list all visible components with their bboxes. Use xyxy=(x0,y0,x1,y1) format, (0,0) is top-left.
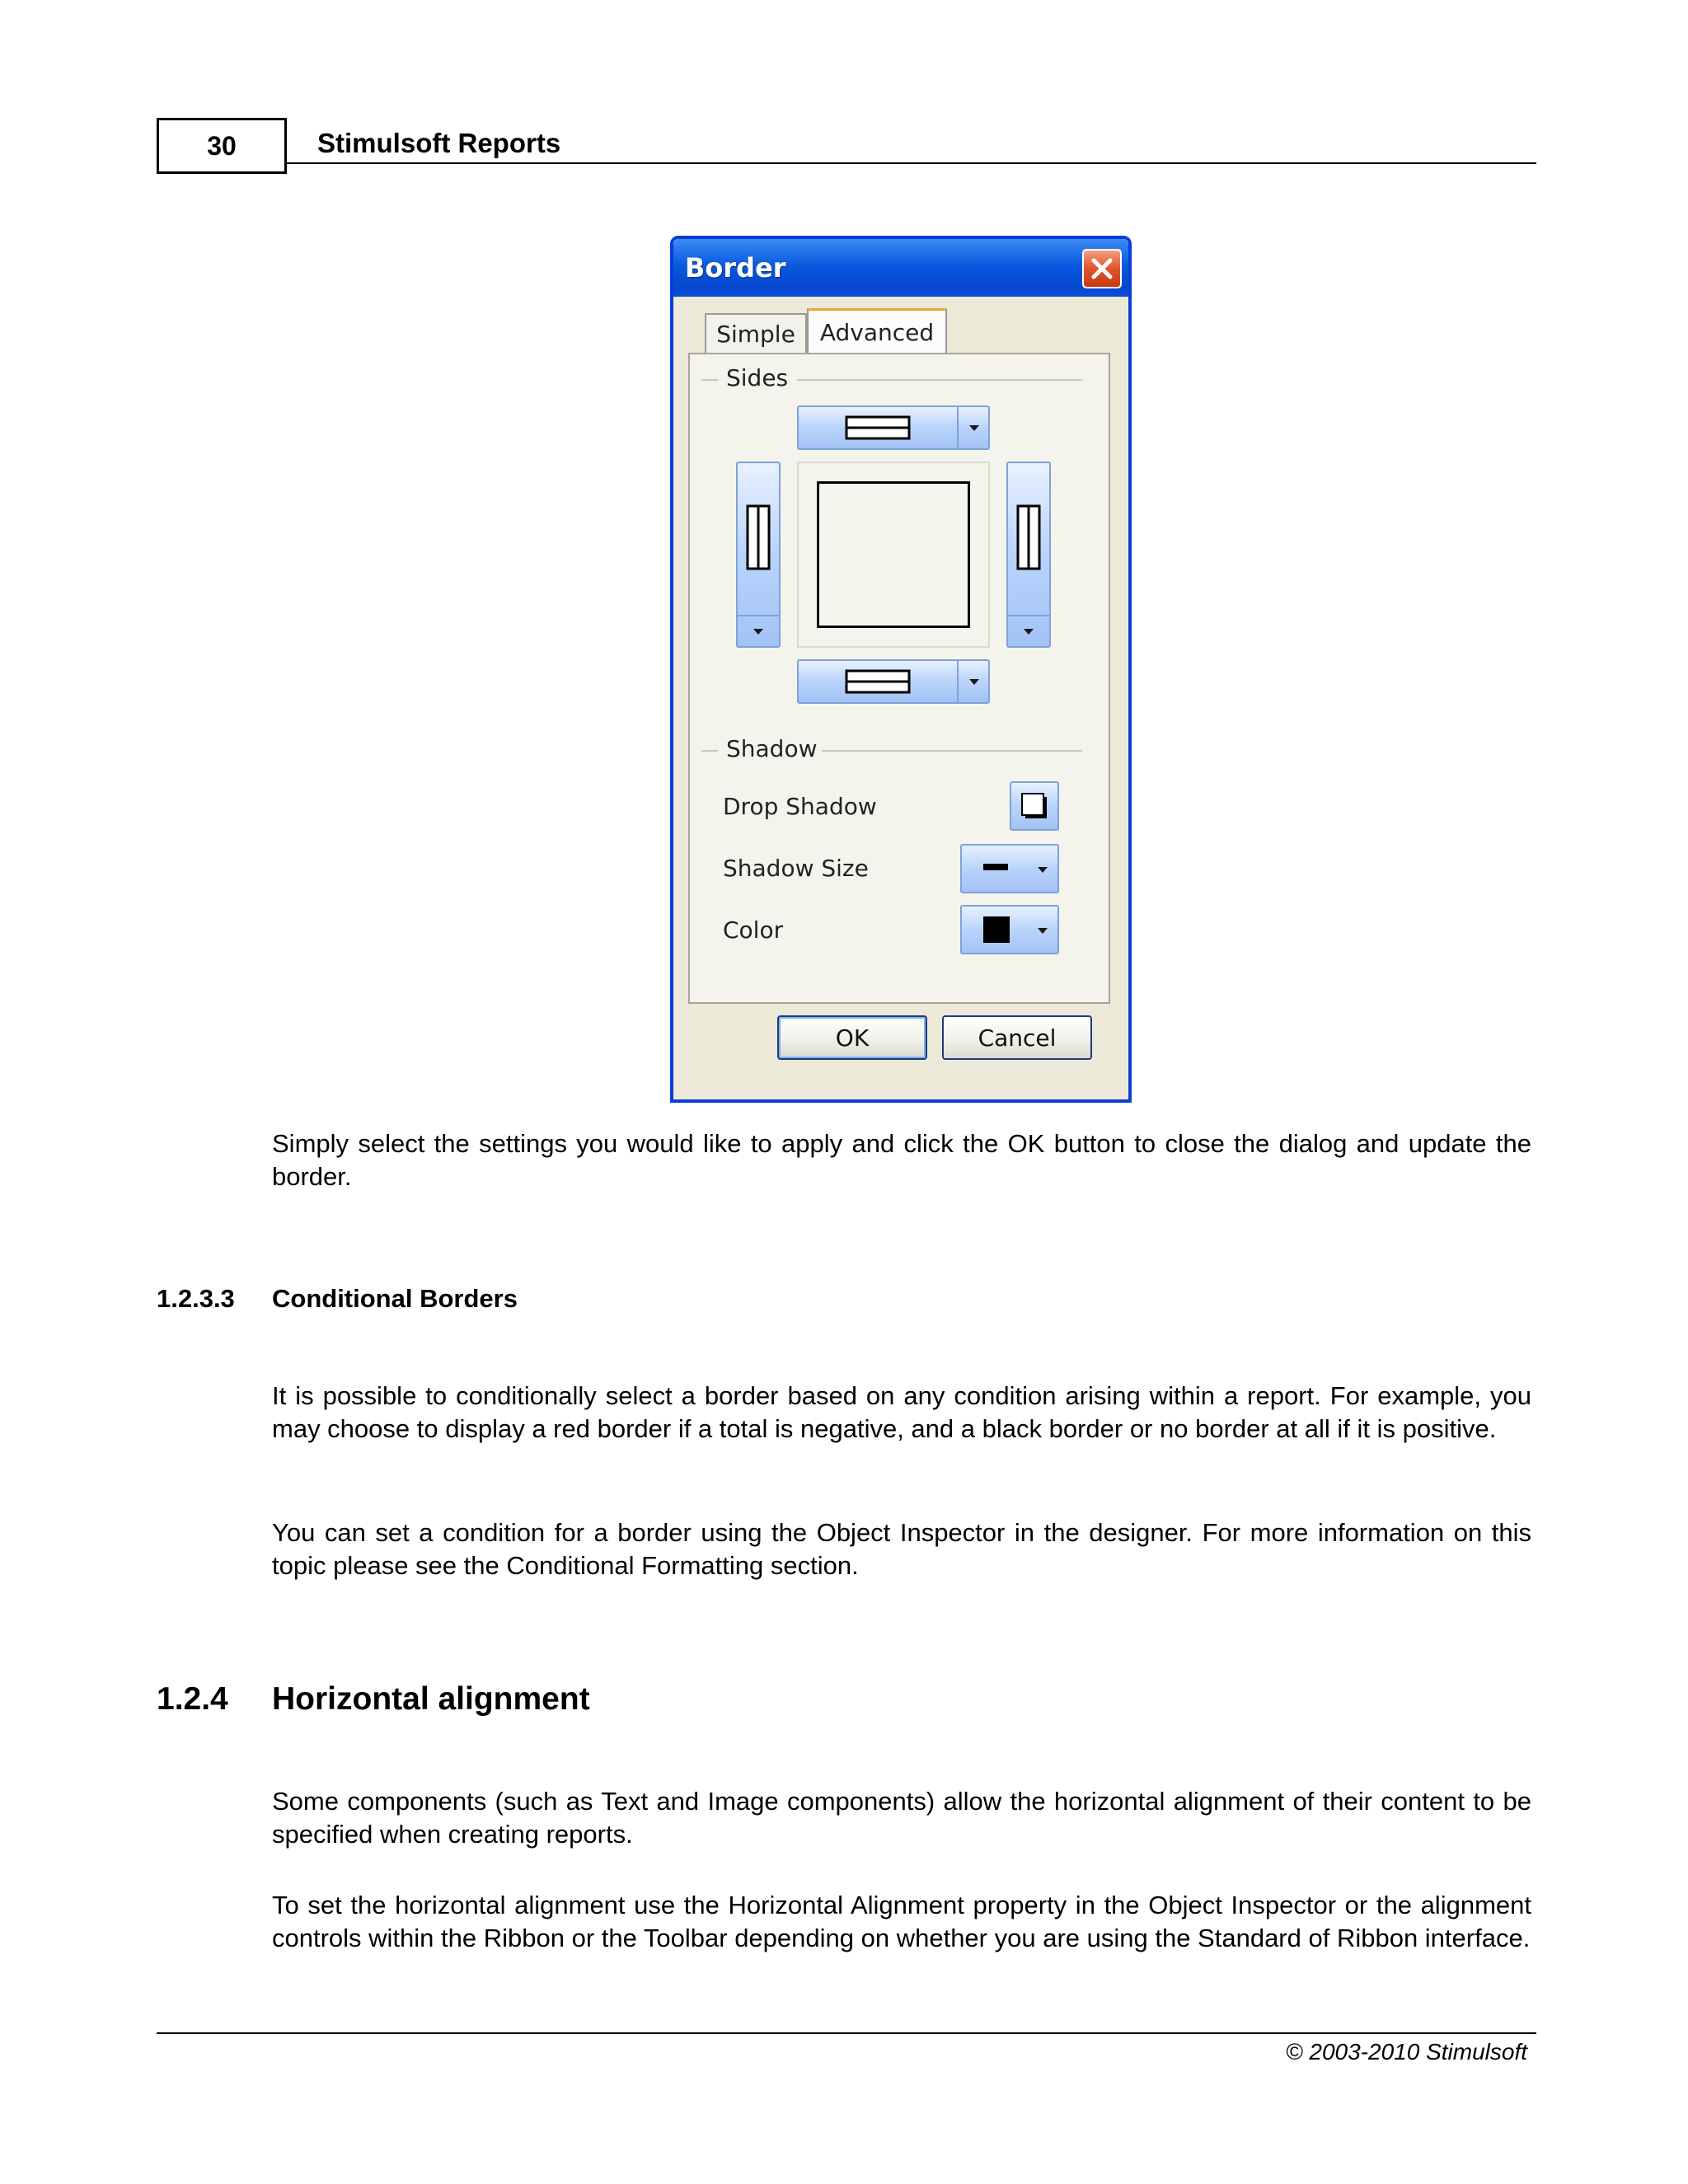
section-number: 1.2.4 xyxy=(157,1681,228,1717)
section-number: 1.2.3.3 xyxy=(157,1284,235,1313)
shadow-color-dropdown[interactable] xyxy=(960,905,1059,954)
bottom-side-dropdown[interactable] xyxy=(797,659,990,704)
section-title: Horizontal alignment xyxy=(272,1681,590,1717)
chevron-down-icon xyxy=(969,679,979,685)
border-dialog xyxy=(670,236,1132,1103)
chevron-down-icon xyxy=(1038,867,1048,873)
drop-shadow-label: Drop Shadow xyxy=(723,793,877,820)
header-title: Stimulsoft Reports xyxy=(317,128,561,158)
border-bottom-icon xyxy=(845,669,911,694)
dialog-titlebar xyxy=(673,239,1128,297)
border-preview-square xyxy=(817,481,970,628)
close-icon xyxy=(1089,255,1115,282)
color-swatch-icon xyxy=(983,916,1010,943)
page-number: 30 xyxy=(157,118,287,174)
paragraph: To set the horizontal alignment use the Horizontal Alignment property in the Object Inspector or the alignment controls within the Ribbon or the Toolbar depending on whether you are using the Standard of Ribbon interface. xyxy=(272,1891,1531,1952)
tab-simple[interactable]: Simple xyxy=(705,313,807,353)
shadow-group-label: Shadow xyxy=(720,735,823,762)
footer-copyright: © 2003-2010 Stimulsoft xyxy=(1285,2039,1527,2064)
header-rule xyxy=(287,162,1536,164)
right-side-dropdown[interactable] xyxy=(1006,462,1051,648)
left-side-dropdown-arrow[interactable] xyxy=(738,615,779,648)
close-button[interactable] xyxy=(1082,249,1122,288)
bottom-side-dropdown-arrow[interactable] xyxy=(957,661,990,702)
right-side-dropdown-arrow[interactable] xyxy=(1008,615,1049,648)
sides-group-label: Sides xyxy=(720,364,795,391)
border-left-icon xyxy=(746,504,771,570)
paragraph: Some components (such as Text and Image components) allow the horizontal alignment of their content to be specified when creating reports. xyxy=(272,1787,1531,1849)
left-side-dropdown[interactable] xyxy=(736,462,781,648)
border-right-icon xyxy=(1016,504,1041,570)
shadow-group-line-left xyxy=(701,750,718,752)
paragraph: You can set a condition for a border using the Object Inspector in the designer. For more information on this topic please see the Conditional Formatting section. xyxy=(272,1518,1531,1580)
paragraph: It is possible to conditionally select a border based on any condition arising within a report. For example, you may choose to display a red border if a total is negative, and a black border or no border at all if it is positive. xyxy=(272,1381,1531,1443)
chevron-down-icon xyxy=(1038,928,1048,934)
sides-group-line-right xyxy=(797,379,1082,381)
ok-button[interactable]: OK xyxy=(777,1015,927,1060)
chevron-down-icon xyxy=(1024,629,1034,635)
border-top-icon xyxy=(845,415,911,440)
paragraph: Simply select the settings you would like to apply and click the OK button to close the dialog and update the border. xyxy=(272,1129,1531,1191)
border-preview xyxy=(797,462,990,648)
sides-group-line-left xyxy=(701,379,718,381)
drop-shadow-toggle[interactable] xyxy=(1010,781,1059,831)
section-title: Conditional Borders xyxy=(272,1284,518,1313)
advanced-panel xyxy=(688,353,1110,1004)
chevron-down-icon xyxy=(969,425,979,431)
dialog-title: Border xyxy=(685,252,786,284)
line-size-icon xyxy=(983,862,1008,874)
shadow-size-dropdown[interactable] xyxy=(960,844,1059,893)
color-label: Color xyxy=(723,916,784,944)
drop-shadow-icon xyxy=(1020,792,1048,820)
shadow-group-line-right xyxy=(822,750,1082,752)
footer-rule xyxy=(157,2032,1536,2034)
tab-advanced[interactable]: Advanced xyxy=(807,308,947,354)
top-side-dropdown[interactable] xyxy=(797,405,990,450)
cancel-button[interactable]: Cancel xyxy=(942,1015,1092,1060)
chevron-down-icon xyxy=(753,629,763,635)
shadow-size-label: Shadow Size xyxy=(723,855,869,882)
top-side-dropdown-arrow[interactable] xyxy=(957,407,990,448)
